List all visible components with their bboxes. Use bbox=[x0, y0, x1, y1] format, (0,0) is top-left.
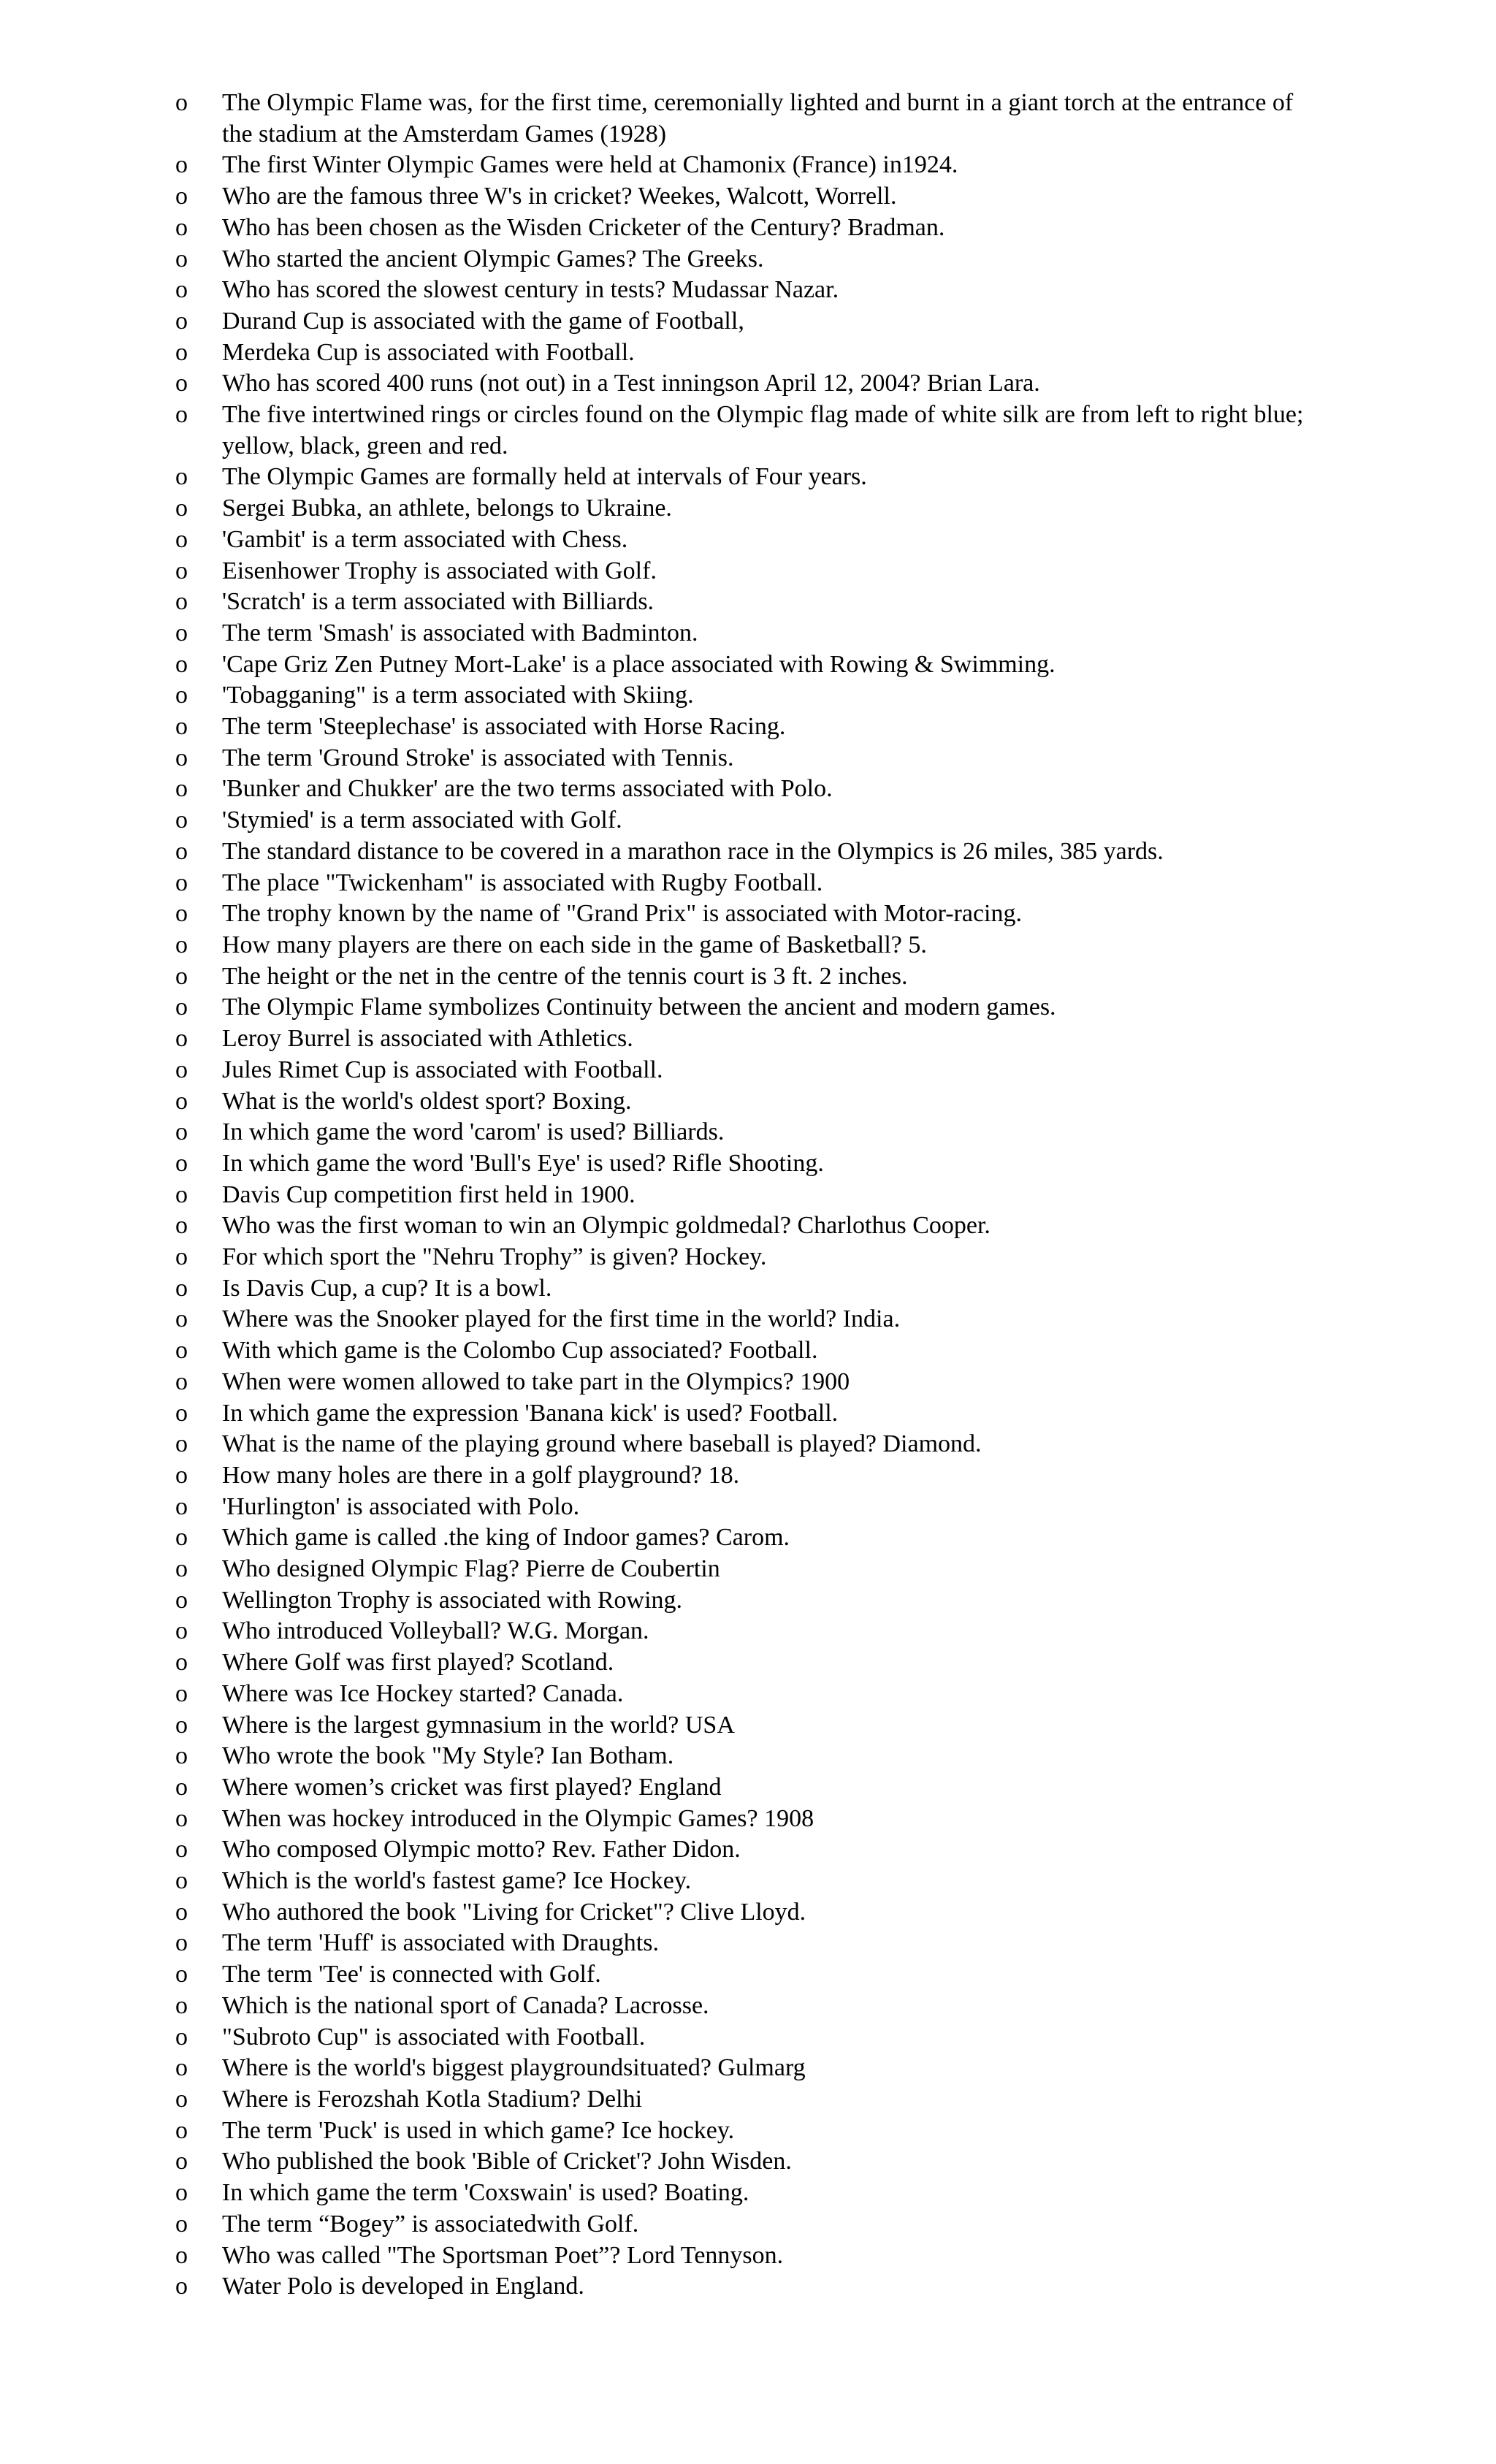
list-item bbox=[175, 2116, 1315, 2147]
bullet-icon: o bbox=[175, 1118, 188, 1146]
list-item-text: Who are the famous three W's in cricket? Weekes, Walcott, Worrell. bbox=[222, 183, 897, 210]
sports-facts-list bbox=[175, 88, 1315, 2303]
list-item-text: Where was Ice Hockey started? Canada. bbox=[222, 1679, 624, 1707]
bullet-icon: o bbox=[175, 2023, 188, 2051]
list-item bbox=[175, 1180, 1315, 1211]
bullet-icon: o bbox=[175, 2116, 188, 2144]
bullet-icon: o bbox=[175, 1305, 188, 1333]
list-item-text: 'Hurlington' is associated with Polo. bbox=[222, 1492, 580, 1520]
list-item-text: The standard distance to be covered in a marathon race in the Olympics is 26 miles, 385 yards. bbox=[222, 837, 1164, 865]
list-item bbox=[175, 1834, 1315, 1866]
list-item bbox=[175, 1273, 1315, 1305]
list-item-text: Who was the first woman to win an Olympic goldmedal? Charlothus Cooper. bbox=[222, 1212, 991, 1240]
list-item bbox=[175, 2084, 1315, 2116]
list-item bbox=[175, 244, 1315, 275]
list-item-text: Where was the Snooker played for the first time in the world? India. bbox=[222, 1305, 901, 1333]
bullet-icon: o bbox=[175, 837, 188, 865]
bullet-icon: o bbox=[175, 900, 188, 928]
list-item-text: Who has scored the slowest century in tests? Mudassar Nazar. bbox=[222, 276, 839, 304]
list-item bbox=[175, 1554, 1315, 1585]
bullet-icon: o bbox=[175, 806, 188, 834]
list-item bbox=[175, 1959, 1315, 1991]
list-item-text: 'Cape Griz Zen Putney Mort-Lake' is a place associated with Rowing & Swimming. bbox=[222, 650, 1056, 678]
bullet-icon: o bbox=[175, 463, 188, 491]
list-item-text: The Olympic Games are formally held at intervals of Four years. bbox=[222, 463, 867, 491]
list-item-text: Water Polo is developed in England. bbox=[222, 2273, 584, 2300]
list-item-text: In which game the expression 'Banana kick' is used? Football. bbox=[222, 1399, 839, 1427]
list-item-text: Where Golf was first played? Scotland. bbox=[222, 1649, 614, 1677]
bullet-icon: o bbox=[175, 682, 188, 709]
list-item-text: The term 'Smash' is associated with Badminton. bbox=[222, 619, 698, 646]
list-item bbox=[175, 213, 1315, 244]
list-item bbox=[175, 805, 1315, 836]
list-item-text: The trophy known by the name of "Grand Prix" is associated with Motor-racing. bbox=[222, 900, 1023, 928]
list-item-text: Who composed Olympic motto? Rev. Father Didon. bbox=[222, 1836, 741, 1864]
list-item-text: How many players are there on each side in the game of Basketball? 5. bbox=[222, 931, 927, 958]
list-item-text: Who was called "The Sportsman Poet”? Lord Tennyson. bbox=[222, 2241, 784, 2269]
list-item-text: What is the world's oldest sport? Boxing. bbox=[222, 1087, 632, 1115]
list-item bbox=[175, 337, 1315, 369]
list-item bbox=[175, 1023, 1315, 1055]
list-item-text: The term 'Tee' is connected with Golf. bbox=[222, 1961, 601, 1988]
list-item-text: Jules Rimet Cup is associated with Football. bbox=[222, 1056, 663, 1083]
list-item-text: The term 'Huff' is associated with Draughts. bbox=[222, 1929, 659, 1957]
list-item bbox=[175, 1710, 1315, 1742]
list-item-text: Who started the ancient Olympic Games? The Greeks. bbox=[222, 245, 764, 272]
bullet-icon: o bbox=[175, 1149, 188, 1177]
bullet-icon: o bbox=[175, 1368, 188, 1395]
bullet-icon: o bbox=[175, 1087, 188, 1115]
list-item-text: Wellington Trophy is associated with Rowing. bbox=[222, 1586, 683, 1614]
list-item-text: Which game is called .the king of Indoor games? Carom. bbox=[222, 1524, 790, 1552]
list-item bbox=[175, 2146, 1315, 2178]
list-item bbox=[175, 181, 1315, 213]
bullet-icon: o bbox=[175, 1461, 188, 1489]
list-item-text: How many holes are there in a golf playground? 18. bbox=[222, 1461, 740, 1489]
list-item bbox=[175, 649, 1315, 681]
list-item bbox=[175, 275, 1315, 306]
list-item-text: Davis Cup competition first held in 1900. bbox=[222, 1180, 636, 1208]
list-item bbox=[175, 400, 1315, 462]
bullet-icon: o bbox=[175, 2273, 188, 2300]
bullet-icon: o bbox=[175, 1929, 188, 1957]
bullet-icon: o bbox=[175, 1399, 188, 1427]
list-item-text: Durand Cup is associated with the game of Football, bbox=[222, 307, 744, 335]
list-item bbox=[175, 2053, 1315, 2084]
bullet-icon: o bbox=[175, 1025, 188, 1053]
list-item-text: In which game the word 'carom' is used? Billiards. bbox=[222, 1118, 725, 1146]
list-item-text: Is Davis Cup, a cup? It is a bowl. bbox=[222, 1274, 552, 1302]
list-item-text: Who introduced Volleyball? W.G. Morgan. bbox=[222, 1617, 649, 1645]
list-item-text: The place "Twickenham" is associated with Rugby Football. bbox=[222, 869, 823, 896]
bullet-icon: o bbox=[175, 1961, 188, 1988]
list-item-text: The Olympic Flame was, for the first time, ceremonially lighted and burnt in a giant torch at the entrance of the stadium at the Amsterdam Games (1928) bbox=[222, 89, 1294, 148]
bullet-icon: o bbox=[175, 1274, 188, 1302]
list-item-text: Where is the largest gymnasium in the world? USA bbox=[222, 1711, 735, 1739]
list-item-text: Where is Ferozshah Kotla Stadium? Delhi bbox=[222, 2086, 643, 2113]
list-item bbox=[175, 1460, 1315, 1492]
bullet-icon: o bbox=[175, 370, 188, 397]
list-item-text: Who has scored 400 runs (not out) in a Test inningson April 12, 2004? Brian Lara. bbox=[222, 370, 1040, 397]
list-item bbox=[175, 836, 1315, 868]
bullet-icon: o bbox=[175, 183, 188, 210]
bullet-icon: o bbox=[175, 1430, 188, 1458]
list-item bbox=[175, 1741, 1315, 1772]
bullet-icon: o bbox=[175, 650, 188, 678]
list-item bbox=[175, 1335, 1315, 1367]
list-item bbox=[175, 462, 1315, 493]
bullet-icon: o bbox=[175, 1056, 188, 1083]
bullet-icon: o bbox=[175, 869, 188, 896]
list-item bbox=[175, 712, 1315, 743]
list-item-text: Who published the book 'Bible of Cricket'? John Wisden. bbox=[222, 2148, 792, 2175]
list-item-text: Who wrote the book "My Style? Ian Botham. bbox=[222, 1742, 674, 1770]
list-item bbox=[175, 1647, 1315, 1679]
list-item-text: The term 'Steeplechase' is associated with Horse Racing. bbox=[222, 713, 786, 741]
bullet-icon: o bbox=[175, 1742, 188, 1770]
list-item-text: 'Tobagganing" is a term associated with Skiing. bbox=[222, 682, 694, 709]
list-item-text: Sergei Bubka, an athlete, belongs to Ukraine. bbox=[222, 495, 672, 522]
bullet-icon: o bbox=[175, 151, 188, 179]
list-item bbox=[175, 2209, 1315, 2240]
list-item bbox=[175, 2240, 1315, 2272]
list-item bbox=[175, 961, 1315, 993]
list-item-text: Eisenhower Trophy is associated with Golf. bbox=[222, 557, 657, 584]
list-item bbox=[175, 88, 1315, 150]
list-item-text: 'Scratch' is a term associated with Billiards. bbox=[222, 588, 654, 616]
bullet-icon: o bbox=[175, 1649, 188, 1677]
list-item bbox=[175, 306, 1315, 337]
bullet-icon: o bbox=[175, 213, 188, 241]
bullet-icon: o bbox=[175, 276, 188, 304]
list-item bbox=[175, 2271, 1315, 2303]
list-item-text: What is the name of the playing ground where baseball is played? Diamond. bbox=[222, 1430, 982, 1458]
bullet-icon: o bbox=[175, 1991, 188, 2019]
list-item bbox=[175, 1242, 1315, 1273]
list-item-text: "Subroto Cup" is associated with Football. bbox=[222, 2023, 646, 2051]
list-item bbox=[175, 1086, 1315, 1118]
list-item bbox=[175, 1616, 1315, 1647]
bullet-icon: o bbox=[175, 1617, 188, 1645]
list-item-text: Which is the world's fastest game? Ice Hockey. bbox=[222, 1867, 692, 1895]
list-item bbox=[175, 1398, 1315, 1430]
bullet-icon: o bbox=[175, 2054, 188, 2082]
bullet-icon: o bbox=[175, 588, 188, 616]
list-item bbox=[175, 1991, 1315, 2022]
bullet-icon: o bbox=[175, 993, 188, 1021]
list-item-text: Where women’s cricket was first played? England bbox=[222, 1773, 722, 1801]
bullet-icon: o bbox=[175, 1836, 188, 1864]
list-item-text: Who authored the book "Living for Cricket"? Clive Lloyd. bbox=[222, 1898, 806, 1926]
bullet-icon: o bbox=[175, 2179, 188, 2207]
list-item bbox=[175, 868, 1315, 899]
list-item-text: Who has been chosen as the Wisden Cricketer of the Century? Bradman. bbox=[222, 213, 945, 241]
list-item bbox=[175, 680, 1315, 712]
list-item bbox=[175, 1210, 1315, 1242]
bullet-icon: o bbox=[175, 1212, 188, 1240]
bullet-icon: o bbox=[175, 525, 188, 553]
bullet-icon: o bbox=[175, 1337, 188, 1365]
list-item bbox=[175, 150, 1315, 181]
bullet-icon: o bbox=[175, 1773, 188, 1801]
bullet-icon: o bbox=[175, 1524, 188, 1552]
list-item-text: In which game the term 'Coxswain' is used? Boating. bbox=[222, 2179, 749, 2207]
list-item-text: Merdeka Cup is associated with Football. bbox=[222, 338, 635, 366]
list-item-text: For which sport the "Nehru Trophy” is given? Hockey. bbox=[222, 1243, 767, 1271]
bullet-icon: o bbox=[175, 1555, 188, 1583]
bullet-icon: o bbox=[175, 962, 188, 990]
bullet-icon: o bbox=[175, 1243, 188, 1271]
list-item bbox=[175, 368, 1315, 400]
list-item bbox=[175, 2178, 1315, 2209]
bullet-icon: o bbox=[175, 2148, 188, 2175]
list-item bbox=[175, 1522, 1315, 1554]
bullet-icon: o bbox=[175, 1898, 188, 1926]
bullet-icon: o bbox=[175, 1679, 188, 1707]
list-item bbox=[175, 1304, 1315, 1335]
bullet-icon: o bbox=[175, 775, 188, 803]
list-item bbox=[175, 774, 1315, 805]
list-item bbox=[175, 1055, 1315, 1086]
list-item bbox=[175, 1492, 1315, 1523]
list-item-text: Which is the national sport of Canada? Lacrosse. bbox=[222, 1991, 709, 2019]
bullet-icon: o bbox=[175, 713, 188, 741]
list-item bbox=[175, 743, 1315, 774]
bullet-icon: o bbox=[175, 1492, 188, 1520]
list-item bbox=[175, 899, 1315, 930]
list-item bbox=[175, 930, 1315, 961]
list-item-text: When were women allowed to take part in the Olympics? 1900 bbox=[222, 1368, 850, 1395]
list-item bbox=[175, 1148, 1315, 1180]
bullet-icon: o bbox=[175, 1586, 188, 1614]
list-item bbox=[175, 1679, 1315, 1710]
list-item-text: Leroy Burrel is associated with Athletics. bbox=[222, 1025, 633, 1053]
list-item bbox=[175, 2022, 1315, 2053]
list-item bbox=[175, 587, 1315, 618]
list-item bbox=[175, 493, 1315, 525]
list-item-text: 'Bunker and Chukker' are the two terms associated with Polo. bbox=[222, 775, 833, 803]
list-item-text: The five intertwined rings or circles found on the Olympic flag made of white silk are from left to right blue; yellow, black, green and red. bbox=[222, 401, 1304, 459]
list-item bbox=[175, 1772, 1315, 1804]
bullet-icon: o bbox=[175, 401, 188, 429]
list-item-text: The term 'Ground Stroke' is associated with Tennis. bbox=[222, 744, 734, 771]
list-item-text: The Olympic Flame symbolizes Continuity between the ancient and modern games. bbox=[222, 993, 1056, 1021]
list-item-text: 'Stymied' is a term associated with Golf. bbox=[222, 806, 622, 834]
bullet-icon: o bbox=[175, 89, 188, 116]
list-item bbox=[175, 1429, 1315, 1460]
list-item-text: Who designed Olympic Flag? Pierre de Coubertin bbox=[222, 1555, 720, 1583]
list-item-text: With which game is the Colombo Cup associated? Football. bbox=[222, 1337, 818, 1365]
list-item-text: The height or the net in the centre of the tennis court is 3 ft. 2 inches. bbox=[222, 962, 908, 990]
list-item-text: 'Gambit' is a term associated with Chess. bbox=[222, 525, 628, 553]
list-item-text: When was hockey introduced in the Olympic Games? 1908 bbox=[222, 1804, 814, 1832]
list-item bbox=[175, 556, 1315, 587]
bullet-icon: o bbox=[175, 2086, 188, 2113]
bullet-icon: o bbox=[175, 931, 188, 958]
list-item bbox=[175, 992, 1315, 1023]
bullet-icon: o bbox=[175, 245, 188, 272]
bullet-icon: o bbox=[175, 1711, 188, 1739]
bullet-icon: o bbox=[175, 1180, 188, 1208]
list-item bbox=[175, 1897, 1315, 1929]
list-item-text: The term 'Puck' is used in which game? Ice hockey. bbox=[222, 2116, 735, 2144]
bullet-icon: o bbox=[175, 557, 188, 584]
bullet-icon: o bbox=[175, 1867, 188, 1895]
list-item bbox=[175, 1367, 1315, 1398]
list-item-text: Where is the world's biggest playgroundsituated? Gulmarg bbox=[222, 2054, 806, 2082]
bullet-icon: o bbox=[175, 2241, 188, 2269]
list-item bbox=[175, 1585, 1315, 1617]
bullet-icon: o bbox=[175, 338, 188, 366]
bullet-icon: o bbox=[175, 744, 188, 771]
list-item bbox=[175, 1804, 1315, 1835]
bullet-icon: o bbox=[175, 1804, 188, 1832]
bullet-icon: o bbox=[175, 2210, 188, 2238]
bullet-icon: o bbox=[175, 495, 188, 522]
list-item bbox=[175, 1866, 1315, 1897]
list-item bbox=[175, 1117, 1315, 1148]
list-item-text: In which game the word 'Bull's Eye' is used? Rifle Shooting. bbox=[222, 1149, 824, 1177]
list-item bbox=[175, 618, 1315, 649]
list-item bbox=[175, 1928, 1315, 1959]
list-item-text: The term “Bogey” is associatedwith Golf. bbox=[222, 2210, 639, 2238]
list-item-text: The first Winter Olympic Games were held at Chamonix (France) in1924. bbox=[222, 151, 958, 179]
list-item bbox=[175, 525, 1315, 556]
bullet-icon: o bbox=[175, 307, 188, 335]
bullet-icon: o bbox=[175, 619, 188, 646]
